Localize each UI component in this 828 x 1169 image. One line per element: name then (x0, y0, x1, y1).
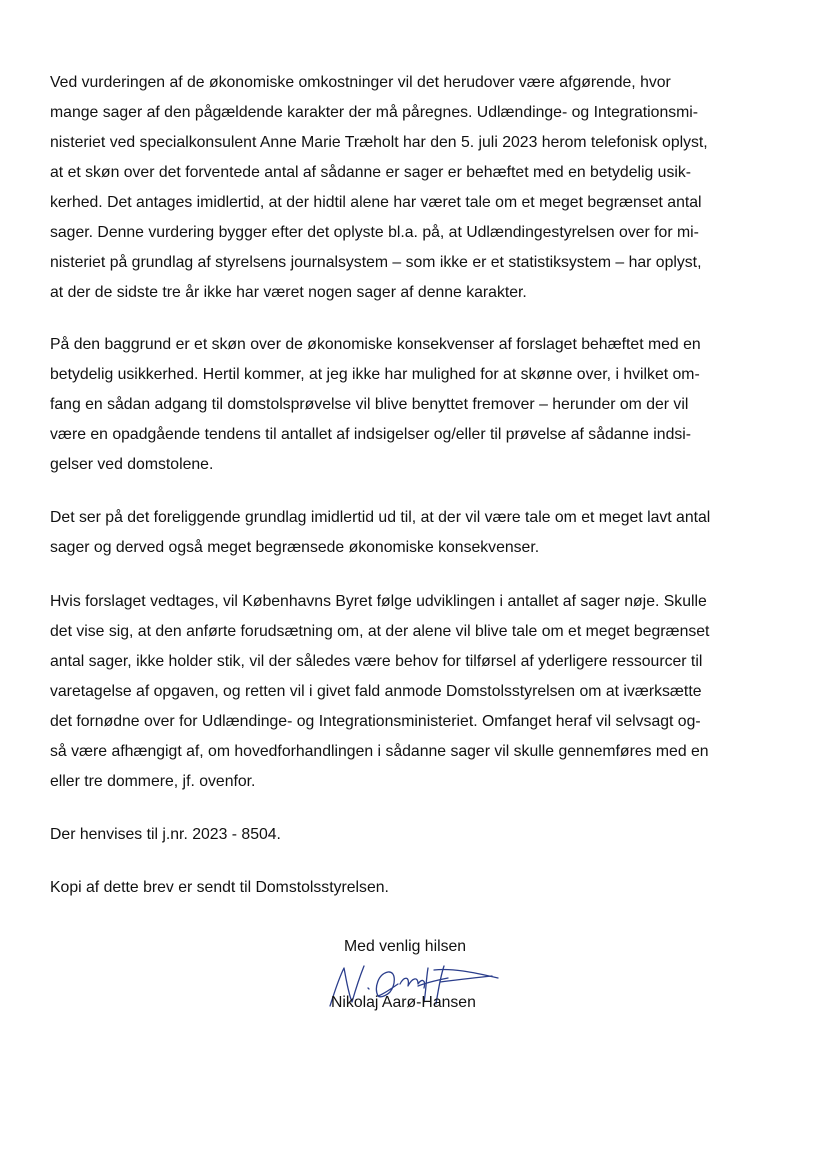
paragraph-4-line: varetagelse af opgaven, og retten vil i givet fald anmode Domstolsstyrelsen om at iværksætte (50, 683, 702, 700)
paragraph-1-line: nisteriet på grundlag af styrelsens journalsystem – som ikke er et statistiksystem – har oplyst, (50, 254, 702, 271)
paragraph-4-line: eller tre dommere, jf. ovenfor. (50, 773, 256, 790)
paragraph-1-line: sager. Denne vurdering bygger efter det oplyste bl.a. på, at Udlændingestyrelsen over for mi- (50, 224, 699, 241)
paragraph-3-line: Det ser på det foreliggende grundlag imidlertid ud til, at der vil være tale om et meget lavt antal (50, 509, 711, 526)
paragraph-2-line: betydelig usikkerhed. Hertil kommer, at jeg ikke har mulighed for at skønne over, i hvilket om- (50, 366, 700, 383)
paragraph-1-line: kerhed. Det antages imidlertid, at der hidtil alene har været tale om et meget begrænset antal (50, 194, 702, 211)
paragraph-4-line: det fornødne over for Udlændinge- og Integrationsministeriet. Omfanget heraf vil selvsagt og- (50, 713, 701, 730)
paragraph-2-line: gelser ved domstolene. (50, 456, 214, 473)
signer-name: Nikolaj Aarø-Hansen (331, 994, 476, 1011)
reference-line: Der henvises til j.nr. 2023 - 8504. (50, 826, 281, 843)
paragraph-1-line: Ved vurderingen af de økonomiske omkostninger vil det herudover være afgørende, hvor (50, 74, 671, 91)
paragraph-4-line: så være afhængigt af, om hovedforhandlingen i sådanne sager vil skulle gennemføres med en (50, 743, 709, 760)
paragraph-1-line: mange sager af den pågældende karakter der må påregnes. Udlændinge- og Integrationsmi- (50, 104, 699, 121)
paragraph-3-line: sager og derved også meget begrænsede økonomiske konsekvenser. (50, 539, 540, 556)
paragraph-1-line: at der de sidste tre år ikke har været nogen sager af denne karakter. (50, 284, 527, 301)
paragraph-4-line: Hvis forslaget vedtages, vil Københavns Byret følge udviklingen i antallet af sager nøje. Skulle (50, 593, 707, 610)
paragraph-1-line: nisteriet ved specialkonsulent Anne Marie Træholt har den 5. juli 2023 herom telefonisk oplyst, (50, 134, 708, 151)
copy-note: Kopi af dette brev er sendt til Domstolsstyrelsen. (50, 879, 389, 896)
closing-salutation: Med venlig hilsen (344, 938, 467, 955)
paragraph-2-line: På den baggrund er et skøn over de økonomiske konsekvenser af forslaget behæftet med en (50, 336, 701, 353)
paragraph-4-line: det vise sig, at den anførte forudsætning om, at der alene vil blive tale om et meget begrænset (50, 623, 710, 640)
paragraph-2-line: fang en sådan adgang til domstolsprøvelse vil blive benyttet fremover – herunder om der vil (50, 396, 689, 413)
paragraph-4-line: antal sager, ikke holder stik, vil der således være behov for tilførsel af yderligere ressourcer til (50, 653, 703, 670)
paragraph-1-line: at et skøn over det forventede antal af sådanne er sager er behæftet med en betydelig usik- (50, 164, 692, 181)
paragraph-2-line: være en opadgående tendens til antallet af indsigelser og/eller til prøvelse af sådanne indsi- (50, 426, 692, 443)
